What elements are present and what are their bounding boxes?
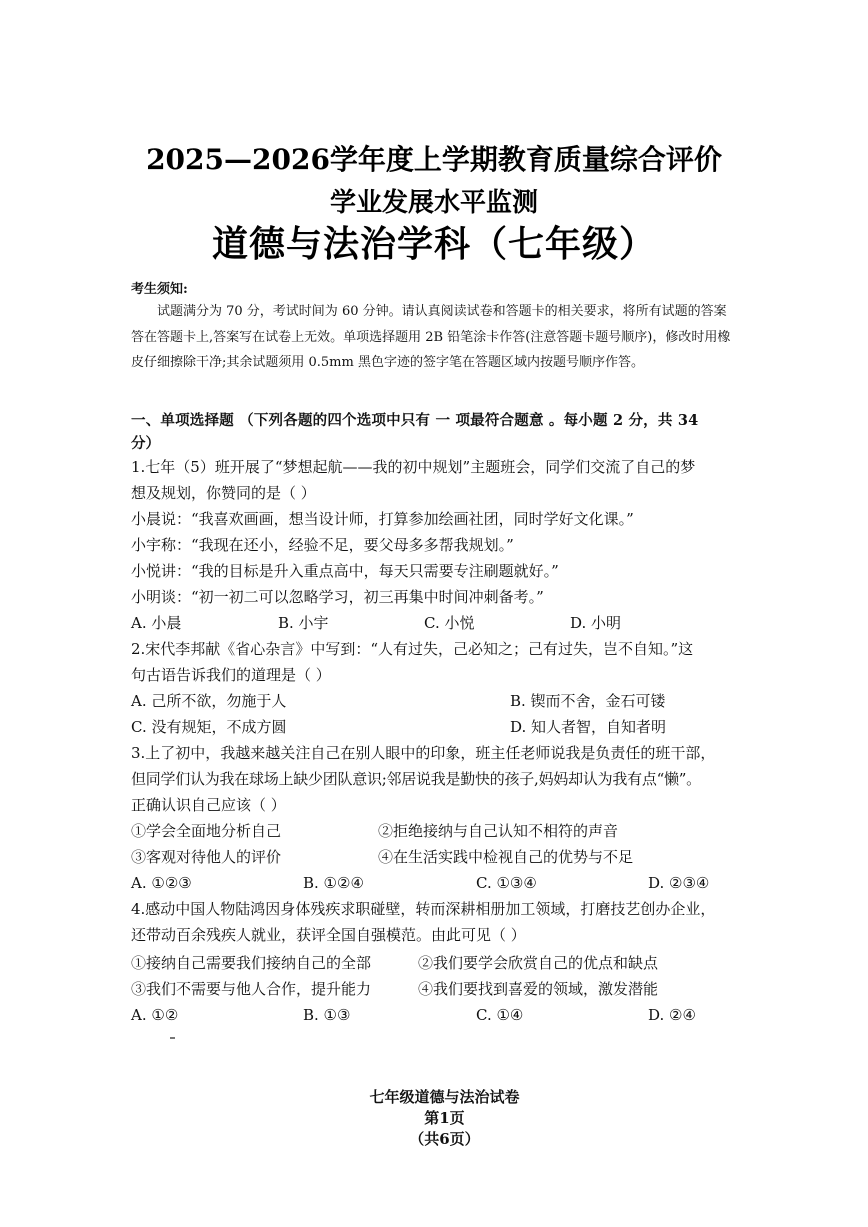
q2-option-c: C. 没有规矩，不成方圆 bbox=[131, 718, 287, 736]
scan-mark bbox=[170, 1037, 175, 1039]
q4-statement-1: ①接纳自己需要我们接纳自己的全部 bbox=[131, 954, 372, 972]
q3-option-d: D. ②③④ bbox=[648, 874, 710, 892]
q3-stem-line3: 正确认识自己应该（ ） bbox=[131, 796, 286, 814]
q1-stem-line1: 1.七年（5）班开展了“梦想起航——我的初中规划”主题班会，同学们交流了自己的梦 bbox=[131, 458, 696, 476]
q2-stem-line1: 2.宋代李邦献《省心杂言》中写到：“人有过失，己必知之；己有过失，岂不自知。”这 bbox=[131, 640, 694, 658]
page-footer bbox=[0, 1068, 868, 1167]
q2-option-d: D. 知人者智，自知者明 bbox=[510, 718, 667, 736]
exam-title-line3: 道德与法治学科（七年级） bbox=[211, 223, 656, 265]
q1-stem-line2: 想及规划，你赞同的是（ ） bbox=[131, 484, 316, 502]
q1-quote-4: 小明谈：“初一初二可以忽略学习，初三再集中时间冲刺备考。” bbox=[131, 588, 544, 606]
footer-total-pages: （共6页） bbox=[409, 1130, 480, 1148]
footer-page-number: 第1页 bbox=[424, 1109, 465, 1127]
q2-option-b: B. 锲而不舍，金石可镂 bbox=[510, 692, 666, 710]
q3-statement-4: ④在生活实践中检视自己的优势与不足 bbox=[378, 848, 634, 866]
q4-option-c: C. ①④ bbox=[476, 1006, 524, 1024]
q3-option-b: B. ①②④ bbox=[303, 874, 364, 892]
q4-option-d: D. ②④ bbox=[648, 1006, 696, 1024]
section-title-line1: 一、单项选择题 （下列各题的四个选项中只有 一 项最符合题意 。每小题 2 分，共 34 bbox=[131, 412, 699, 429]
q2-stem-line2: 句古语告诉我们的道理是（ ） bbox=[131, 666, 331, 684]
q3-stem-line1: 3.上了初中，我越来越关注自己在别人眼中的印象，班主任老师说我是负责任的班干部， bbox=[131, 744, 716, 762]
section-title-line2: 分） bbox=[131, 435, 160, 452]
q4-statement-2: ②我们要学会欣赏自己的优点和缺点 bbox=[418, 954, 659, 972]
q3-statement-3: ③客观对待他人的评价 bbox=[131, 848, 282, 866]
exam-title-line1: 2025—2026学年度上学期教育质量综合评价 bbox=[146, 143, 722, 176]
q4-statement-3: ③我们不需要与他人合作，提升能力 bbox=[131, 980, 372, 998]
q4-option-b: B. ①③ bbox=[303, 1006, 351, 1024]
notice-line-3: 皮仔细擦除干净;其余试题须用 0.5mm 黑色字迹的签字笔在答题区域内按题号顺序作答。 bbox=[131, 355, 644, 370]
q4-stem-line2: 还带动百余残疾人就业，获评全国自强模范。由此可见（ ） bbox=[131, 926, 526, 944]
q4-stem-line1: 4.感动中国人物陆鸿因身体残疾求职碰壁，转而深耕相册加工领域，打磨技艺创办企业， bbox=[131, 900, 716, 918]
q1-option-a: A. 小晨 bbox=[131, 614, 182, 632]
notice-label: 考生须知: bbox=[131, 282, 188, 297]
q3-option-c: C. ①③④ bbox=[476, 874, 537, 892]
q1-option-c: C. 小悦 bbox=[424, 614, 475, 632]
q3-statement-2: ②拒绝接纳与自己认知不相符的声音 bbox=[378, 822, 619, 840]
q1-quote-3: 小悦讲：“我的目标是升入重点高中，每天只需要专注刷题就好。” bbox=[131, 562, 559, 580]
exam-title-line2: 学业发展水平监测 bbox=[329, 188, 538, 218]
footer-subject: 七年级道德与法治试卷 bbox=[369, 1088, 520, 1106]
notice-line-2: 答在答题卡上,答案写在试卷上无效。单项选择题用 2B 铅笔涂卡作答(注意答题卡题号顺序)，修改时用橡 bbox=[131, 330, 731, 345]
q3-option-a: A. ①②③ bbox=[131, 874, 192, 892]
notice-line-1: 试题满分为 70 分，考试时间为 60 分钟。请认真阅读试卷和答题卡的相关要求，将所有试题的答案 bbox=[157, 304, 727, 319]
q3-statement-1: ①学会全面地分析自己 bbox=[131, 822, 282, 840]
q1-option-b: B. 小宇 bbox=[278, 614, 329, 632]
q3-stem-line2: 但同学们认为我在球场上缺少团队意识;邻居说我是勤快的孩子,妈妈却认为我有点“懒”。 bbox=[131, 770, 701, 788]
q4-statement-4: ④我们要找到喜爱的领域，激发潜能 bbox=[418, 980, 659, 998]
q1-quote-1: 小晨说：“我喜欢画画，想当设计师，打算参加绘画社团，同时学好文化课。” bbox=[131, 510, 634, 528]
q1-quote-2: 小宇称：“我现在还小，经验不足，要父母多多帮我规划。” bbox=[131, 536, 514, 554]
q4-option-a: A. ①② bbox=[131, 1006, 179, 1024]
q2-option-a: A. 己所不欲，勿施于人 bbox=[131, 692, 287, 710]
q1-option-d: D. 小明 bbox=[570, 614, 622, 632]
